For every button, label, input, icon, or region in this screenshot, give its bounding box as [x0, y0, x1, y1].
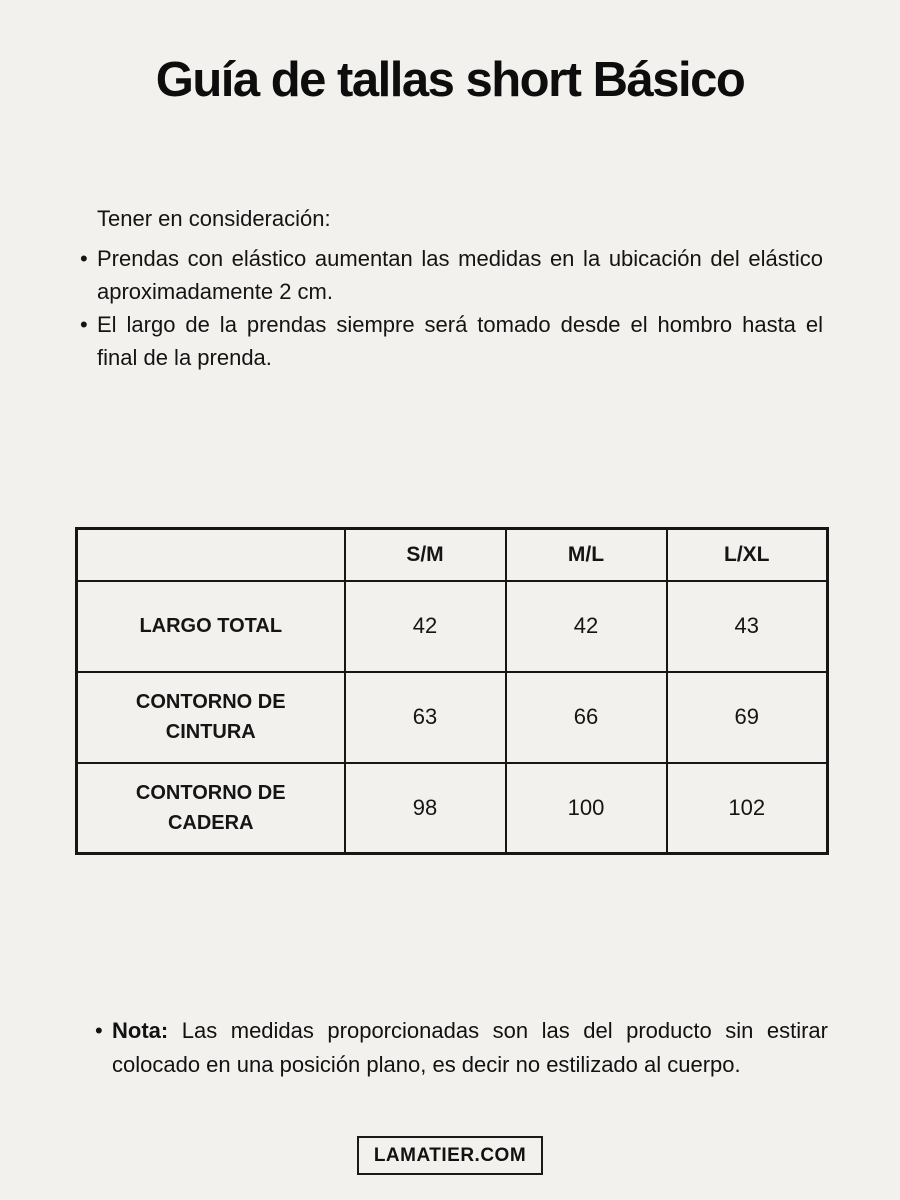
brand-box: LAMATIER.COM: [357, 1136, 543, 1175]
note-text: Las medidas proporcionadas son las del producto sin estirar colocado en una posición plano, es decir no estilizado al cuerpo.: [112, 1018, 828, 1077]
note-label: Nota:: [112, 1018, 169, 1043]
considerations-list: [80, 242, 823, 374]
table-row: [77, 763, 828, 854]
consideration-item: • El largo de la prendas siempre será tomado desde el hombro hasta el final de la prenda.: [80, 308, 823, 374]
page-title: Guía de tallas short Básico: [155, 53, 745, 107]
size-table: [75, 527, 829, 855]
table-cell: 42: [345, 581, 506, 672]
table-cell: 69: [667, 672, 828, 763]
row-label: CONTORNO DE CADERA: [77, 763, 345, 854]
table-header-sm: S/M: [345, 529, 506, 581]
row-label: CONTORNO DE CINTURA: [77, 672, 345, 763]
table-header-ml: M/L: [506, 529, 667, 581]
considerations-intro: Tener en consideración:: [97, 206, 331, 231]
table-cell: 98: [345, 763, 506, 854]
footer: [0, 1136, 900, 1175]
table-cell: 63: [345, 672, 506, 763]
table-cell: 100: [506, 763, 667, 854]
table-cell: 66: [506, 672, 667, 763]
note-list: [95, 1014, 828, 1082]
table-header-row: [77, 529, 828, 581]
considerations-section: [80, 202, 823, 374]
note-section: [95, 1014, 828, 1082]
note-item: [95, 1014, 828, 1082]
table-row: [77, 672, 828, 763]
table-cell: 43: [667, 581, 828, 672]
consideration-item: • Prendas con elástico aumentan las medidas en la ubicación del elástico aproximadamente 2 cm.: [80, 242, 823, 308]
row-label: LARGO TOTAL: [77, 581, 345, 672]
table-header-lxl: L/XL: [667, 529, 828, 581]
table-row: [77, 581, 828, 672]
table-cell: 42: [506, 581, 667, 672]
table-cell: 102: [667, 763, 828, 854]
table-header-empty: [77, 529, 345, 581]
